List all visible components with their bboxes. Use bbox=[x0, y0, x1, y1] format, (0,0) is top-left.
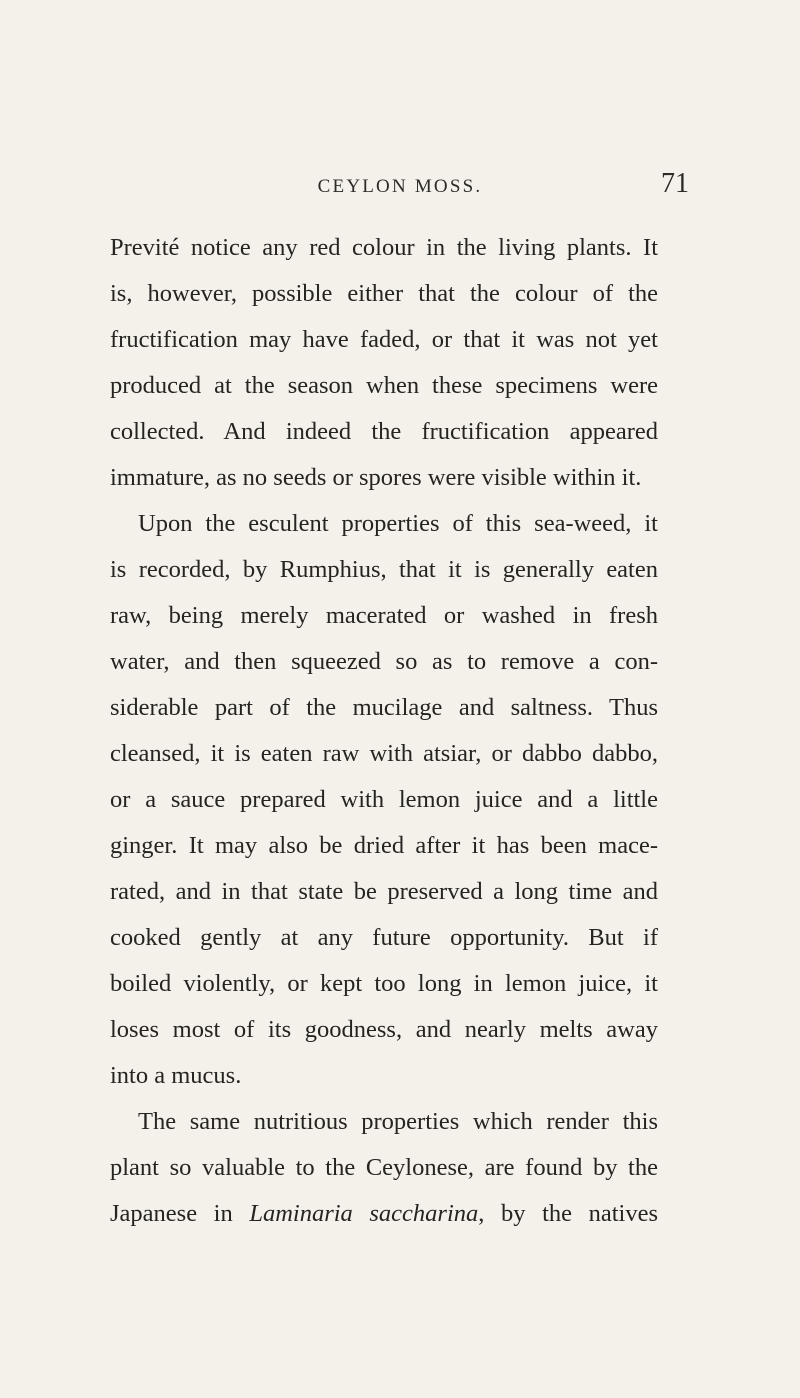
text-line: immature, as no seeds or spores were visible within it. bbox=[110, 464, 642, 491]
page-header bbox=[0, 170, 800, 210]
text-line-last bbox=[110, 1191, 658, 1237]
text-line: Upon the esculent properties of this sea-weed, it bbox=[138, 510, 658, 537]
text-line: produced at the season when these specimens were bbox=[110, 372, 658, 399]
text-run: Japanese in bbox=[110, 1200, 250, 1227]
body-text bbox=[110, 225, 658, 1237]
text-line: or a sauce prepared with lemon juice and a little bbox=[110, 786, 658, 813]
text-line: rated, and in that state be preserved a long time and bbox=[110, 878, 658, 905]
text-line: siderable part of the mucilage and saltness. Thus bbox=[110, 694, 658, 721]
text-run: , by the natives bbox=[478, 1200, 659, 1227]
text-line: collected. And indeed the fructification appeared bbox=[110, 418, 658, 445]
text-line: Previté notice any red colour in the living plants. It bbox=[110, 234, 658, 261]
text-line: into a mucus. bbox=[110, 1062, 242, 1089]
text-line: boiled violently, or kept too long in lemon juice, it bbox=[110, 970, 658, 997]
text-line: The same nutritious properties which render this bbox=[138, 1108, 658, 1135]
species-name: Laminaria saccharina bbox=[249, 1200, 479, 1227]
text-line: water, and then squeezed so as to remove a con- bbox=[110, 648, 658, 675]
text-line: cooked gently at any future opportunity. But if bbox=[110, 924, 658, 951]
running-title: CEYLON MOSS. bbox=[317, 176, 483, 197]
text-line: ginger. It may also be dried after it has been mace- bbox=[110, 832, 658, 859]
text-line: loses most of its goodness, and nearly melts away bbox=[110, 1016, 658, 1043]
text-line: fructification may have faded, or that it was not yet bbox=[110, 326, 658, 353]
text-line: cleansed, it is eaten raw with atsiar, or dabbo dabbo, bbox=[110, 740, 658, 767]
text-line: raw, being merely macerated or washed in fresh bbox=[110, 602, 658, 629]
text-line: plant so valuable to the Ceylonese, are found by the bbox=[110, 1154, 658, 1181]
text-line: is recorded, by Rumphius, that it is generally eaten bbox=[110, 556, 658, 583]
text-line: is, however, possible either that the colour of the bbox=[110, 280, 658, 307]
page-number: 71 bbox=[661, 168, 689, 199]
